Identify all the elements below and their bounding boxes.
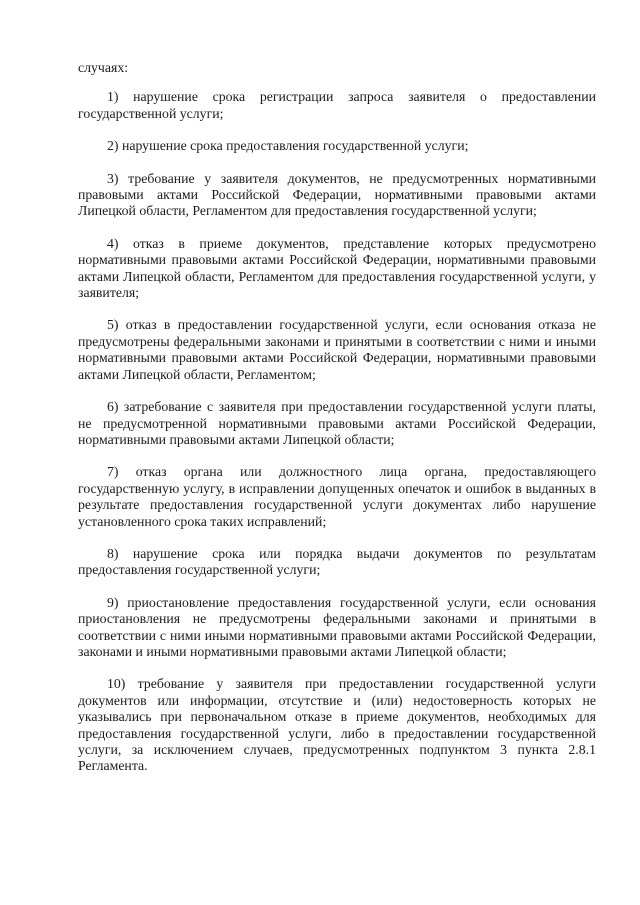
continuation-text: случаях:: [78, 60, 129, 75]
list-item: 9) приостановление предоставления государственной услуги, если основания приостановления не предусмотрены федеральными законами и принятыми в соответствии с ними иными нормативными правовыми актами Российской Федерации, законами и иными нормативными правовыми актами Липецкой области;: [78, 594, 596, 659]
list-item: 4) отказ в приеме документов, представление которых предусмотрено нормативными правовыми актами Российской Федерации, нормативными правовыми актами Липецкой области, Регламентом для предоставления государственной услуги, у заявителя;: [78, 235, 596, 301]
list-item: 1) нарушение срока регистрации запроса заявителя о предоставлении государственной услуги;: [78, 89, 596, 121]
list-item: 3) требование у заявителя документов, не предусмотренных нормативными правовыми актами Российской Федерации, нормативными правовыми актами Липецкой области, Регламентом для предоставления государственной услуги;: [78, 170, 596, 219]
list-item: 8) нарушение срока или порядка выдачи документов по результатам предоставления государственной услуги;: [78, 545, 596, 578]
list-item: 10) требование у заявителя при предоставлении государственной услуги документов или информации, отсутствие и (или) недостоверность которых не указывались при первоначальном отказе в приеме документов, необходимых для предоставления государственной услуги, либо в предоставлении государственной услуги, за исключением случаев, предусмотренных подпунктом 3 пункта 2.8.1 Регламента.: [78, 676, 596, 774]
list-item: 7) отказ органа или должностного лица органа, предоставляющего государственную услугу, в исправлении допущенных опечаток и ошибок в выданных в результате предоставления государственной услуги документах либо нарушение установленного срока таких исправлений;: [78, 464, 596, 529]
list-item: 6) затребование с заявителя при предоставлении государственной услуги платы, не предусмотренной нормативными правовыми актами Российской Федерации, нормативными правовыми актами Липецкой области;: [78, 399, 596, 447]
list-item: 2) нарушение срока предоставления государственной услуги;: [107, 138, 469, 154]
list-item: 5) отказ в предоставлении государственной услуги, если основания отказа не предусмотрены федеральными законами и принятыми в соответствии с ними и иными нормативными правовыми актами Российской Федерации, нормативными правовыми актами Липецкой области, Регламентом;: [78, 317, 596, 382]
